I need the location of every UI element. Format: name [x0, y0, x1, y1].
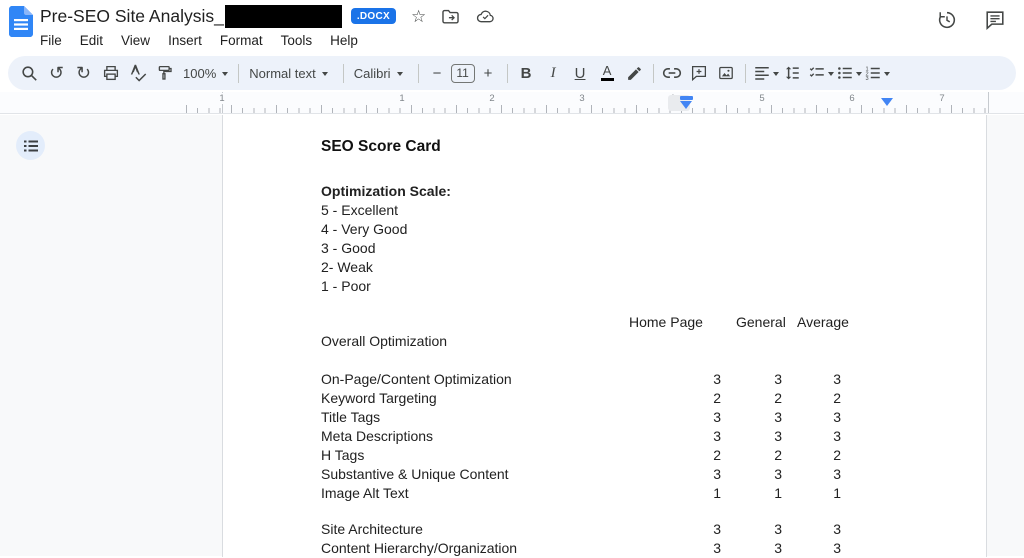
- row-label: H Tags: [321, 446, 661, 465]
- menu-view[interactable]: View: [121, 33, 150, 48]
- scale-item: 3 - Good: [321, 239, 951, 258]
- score-value: 1: [721, 484, 782, 503]
- increase-font-size-button[interactable]: +: [475, 60, 502, 87]
- redacted-title-overlay: [225, 5, 342, 28]
- score-value: 2: [782, 389, 841, 408]
- menu-edit[interactable]: Edit: [80, 33, 103, 48]
- score-value: 3: [721, 465, 782, 484]
- show-outline-button[interactable]: [16, 131, 45, 160]
- score-value: 3: [721, 370, 782, 389]
- italic-button[interactable]: I: [540, 60, 567, 87]
- scale-item: 4 - Very Good: [321, 220, 951, 239]
- score-value: 3: [721, 539, 782, 558]
- scale-list: [321, 201, 951, 296]
- app-header: [0, 0, 1024, 56]
- font-size-input[interactable]: 11: [451, 64, 475, 83]
- chevron-down-icon: [397, 72, 403, 79]
- divider: [653, 64, 654, 83]
- divider: [507, 64, 508, 83]
- divider: [745, 64, 746, 83]
- scale-item: 2- Weak: [321, 258, 951, 277]
- table-row: [321, 520, 951, 539]
- chevron-down-icon[interactable]: [773, 72, 779, 79]
- spellcheck-icon[interactable]: [124, 60, 151, 87]
- ruler-number: 1: [396, 93, 407, 104]
- section-label: Overall Optimization: [321, 332, 951, 351]
- outline-list-icon: [24, 140, 38, 152]
- row-label: Keyword Targeting: [321, 389, 661, 408]
- score-value: 3: [721, 408, 782, 427]
- menu-help[interactable]: Help: [330, 33, 358, 48]
- right-indent-marker[interactable]: [881, 98, 893, 112]
- row-label: Title Tags: [321, 408, 661, 427]
- svg-text:2: 2: [865, 71, 868, 77]
- chevron-down-icon[interactable]: [856, 72, 862, 79]
- menu-format[interactable]: Format: [220, 33, 263, 48]
- document-title[interactable]: Pre-SEO Site Analysis_: [40, 6, 224, 27]
- docs-logo-icon[interactable]: [9, 6, 33, 42]
- score-value: 3: [661, 465, 721, 484]
- move-folder-icon[interactable]: [441, 7, 460, 26]
- menu-bar: [40, 33, 496, 48]
- score-value: 3: [782, 465, 841, 484]
- scale-item: 5 - Excellent: [321, 201, 951, 220]
- score-table: [321, 370, 951, 558]
- ruler-number: 7: [936, 93, 947, 104]
- row-label: Substantive & Unique Content: [321, 465, 661, 484]
- docx-badge: .DOCX: [351, 8, 396, 24]
- divider: [343, 64, 344, 83]
- scale-item: 1 - Poor: [321, 277, 951, 296]
- doc-heading: SEO Score Card: [321, 137, 951, 156]
- score-value: 2: [721, 446, 782, 465]
- row-label: On-Page/Content Optimization: [321, 370, 661, 389]
- numbered-list-icon[interactable]: [862, 60, 884, 87]
- score-value: 3: [661, 539, 721, 558]
- column-header: General: [736, 313, 786, 332]
- score-value: 3: [661, 427, 721, 446]
- table-row: [321, 446, 951, 465]
- table-row: [321, 465, 951, 484]
- svg-text:3: 3: [865, 76, 868, 82]
- row-label: Site Architecture: [321, 520, 661, 539]
- checklist-icon[interactable]: [806, 60, 828, 87]
- chevron-down-icon[interactable]: [828, 72, 834, 79]
- divider: [238, 64, 239, 83]
- score-value: 1: [782, 484, 841, 503]
- document-canvas: [0, 115, 1024, 556]
- undo-icon[interactable]: ↺: [43, 60, 70, 87]
- row-spacer: [321, 503, 951, 520]
- score-value: 3: [782, 370, 841, 389]
- chevron-down-icon: [322, 72, 328, 79]
- search-icon[interactable]: [16, 60, 43, 87]
- ruler-number: 6: [846, 93, 857, 104]
- bulleted-list-icon[interactable]: [834, 60, 856, 87]
- page-right-edge: [988, 92, 989, 113]
- row-label: Content Hierarchy/Organization: [321, 539, 661, 558]
- table-row: [321, 370, 951, 389]
- highlight-color-icon[interactable]: [621, 60, 648, 87]
- table-row: [321, 427, 951, 446]
- score-value: 3: [661, 520, 721, 539]
- ruler-number: 2: [486, 93, 497, 104]
- column-header: Home Page: [629, 313, 703, 332]
- table-row: [321, 389, 951, 408]
- score-value: 1: [661, 484, 721, 503]
- score-value: 2: [661, 389, 721, 408]
- chevron-down-icon: [222, 72, 228, 79]
- score-value: 3: [661, 370, 721, 389]
- underline-button[interactable]: U: [567, 60, 594, 87]
- score-value: 2: [661, 446, 721, 465]
- menu-file[interactable]: File: [40, 33, 62, 48]
- row-label: Image Alt Text: [321, 484, 661, 503]
- print-icon[interactable]: [97, 60, 124, 87]
- score-value: 2: [782, 446, 841, 465]
- decrease-font-size-button[interactable]: −: [424, 60, 451, 87]
- column-header: Average: [797, 313, 849, 332]
- ruler-number: 3: [576, 93, 587, 104]
- ruler-number: 1: [216, 93, 227, 104]
- row-label: Meta Descriptions: [321, 427, 661, 446]
- first-line-indent-marker[interactable]: [680, 96, 693, 100]
- comments-icon[interactable]: [984, 9, 1006, 36]
- score-value: 3: [782, 520, 841, 539]
- text-color-button[interactable]: A: [594, 60, 621, 87]
- left-indent-marker[interactable]: [680, 101, 692, 115]
- bold-button[interactable]: B: [513, 60, 540, 87]
- table-row: [321, 539, 951, 558]
- score-value: 3: [721, 520, 782, 539]
- ruler-number: 5: [756, 93, 767, 104]
- star-icon[interactable]: ☆: [411, 8, 426, 25]
- insert-image-icon[interactable]: [713, 60, 740, 87]
- menu-insert[interactable]: Insert: [168, 33, 202, 48]
- add-comment-icon[interactable]: [686, 60, 713, 87]
- score-value: 3: [782, 408, 841, 427]
- font-select[interactable]: Calibri: [349, 66, 413, 81]
- scale-title: Optimization Scale:: [321, 182, 951, 201]
- document-content[interactable]: [321, 137, 951, 558]
- document-page[interactable]: [222, 115, 987, 557]
- score-value: 3: [782, 539, 841, 558]
- score-value: 3: [782, 427, 841, 446]
- score-value: 2: [721, 389, 782, 408]
- line-spacing-icon[interactable]: [779, 60, 806, 87]
- score-value: 3: [661, 408, 721, 427]
- score-value: 3: [721, 427, 782, 446]
- chevron-down-icon[interactable]: [884, 72, 890, 79]
- table-header-row: [321, 313, 951, 332]
- toolbar: [8, 56, 1016, 90]
- align-left-icon[interactable]: [751, 60, 773, 87]
- table-row: [321, 484, 951, 503]
- version-history-icon[interactable]: [936, 9, 958, 36]
- cloud-status-icon[interactable]: [475, 7, 496, 26]
- paint-format-icon[interactable]: [151, 60, 178, 87]
- paragraph-style-select[interactable]: Normal text: [244, 66, 337, 81]
- insert-link-icon[interactable]: [659, 60, 686, 87]
- svg-text:1: 1: [865, 66, 868, 72]
- redo-icon[interactable]: ↻: [70, 60, 97, 87]
- ruler[interactable]: [0, 92, 1024, 114]
- zoom-select[interactable]: 100%: [178, 66, 233, 81]
- divider: [418, 64, 419, 83]
- table-row: [321, 408, 951, 427]
- menu-tools[interactable]: Tools: [281, 33, 313, 48]
